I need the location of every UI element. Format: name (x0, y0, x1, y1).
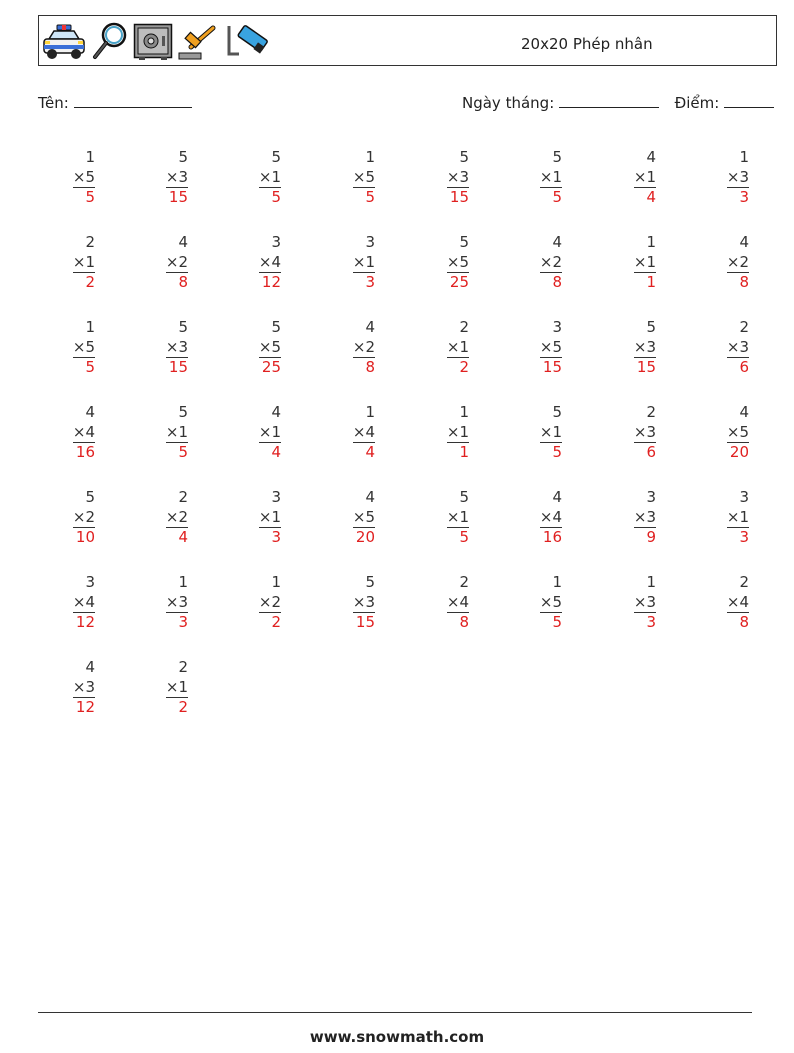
worksheet-title: 20x20 Phép nhân (521, 35, 653, 53)
answer: 4 (353, 442, 375, 463)
problem-26 (148, 403, 188, 462)
answer: 4 (166, 527, 188, 548)
multiplier: ×1 (258, 507, 281, 526)
multiplicand: 5 (552, 403, 562, 421)
problem-6 (522, 148, 562, 207)
problem-11 (241, 233, 281, 292)
answer: 5 (353, 187, 375, 208)
multiplier: ×3 (72, 677, 95, 696)
multiplier: ×3 (633, 592, 656, 611)
answer: 8 (353, 357, 375, 378)
multiplicand: 3 (365, 233, 375, 251)
answer: 5 (540, 442, 562, 463)
multiplicand: 1 (85, 148, 95, 166)
problem-45 (429, 573, 469, 632)
answer: 15 (166, 357, 188, 378)
multiplicand: 1 (178, 573, 188, 591)
problem-32 (709, 403, 749, 462)
problem-4 (335, 148, 375, 207)
problem-44 (335, 573, 375, 632)
header-icons (41, 20, 271, 64)
problem-29 (429, 403, 469, 462)
multiplier: ×2 (539, 252, 562, 271)
problem-34 (148, 488, 188, 547)
multiplicand: 5 (459, 488, 469, 506)
problem-41 (55, 573, 95, 632)
answer: 16 (540, 527, 562, 548)
score-blank[interactable] (724, 93, 774, 108)
multiplicand: 3 (646, 488, 656, 506)
multiplier: ×4 (352, 422, 375, 441)
multiplicand: 5 (178, 403, 188, 421)
multiplicand: 2 (739, 573, 749, 591)
problem-17 (55, 318, 95, 377)
answer: 2 (166, 697, 188, 718)
answer: 12 (73, 612, 95, 633)
answer: 4 (259, 442, 281, 463)
footer-url: www.snowmath.com (309, 1028, 485, 1046)
multiplier: ×3 (446, 167, 469, 186)
problem-49 (55, 658, 95, 717)
multiplier: ×1 (726, 507, 749, 526)
multiplier: ×4 (72, 422, 95, 441)
multiplier: ×1 (352, 252, 375, 271)
problem-9 (55, 233, 95, 292)
problem-31 (616, 403, 656, 462)
answer: 20 (353, 527, 375, 548)
multiplicand: 1 (459, 403, 469, 421)
multiplicand: 1 (365, 148, 375, 166)
multiplicand: 5 (365, 573, 375, 591)
multiplicand: 4 (85, 403, 95, 421)
answer: 8 (727, 612, 749, 633)
answer: 8 (166, 272, 188, 293)
answer: 25 (259, 357, 281, 378)
multiplicand: 4 (365, 318, 375, 336)
multiplicand: 2 (85, 233, 95, 251)
multiplier: ×3 (165, 167, 188, 186)
problem-35 (241, 488, 281, 547)
answer: 15 (634, 357, 656, 378)
problem-39 (616, 488, 656, 547)
answer: 3 (166, 612, 188, 633)
multiplier: ×2 (72, 507, 95, 526)
multiplier: ×4 (539, 507, 562, 526)
answer: 4 (634, 187, 656, 208)
answer: 6 (727, 357, 749, 378)
multiplicand: 5 (271, 148, 281, 166)
problem-20 (335, 318, 375, 377)
answer: 5 (73, 357, 95, 378)
multiplier: ×1 (258, 422, 281, 441)
answer: 5 (540, 612, 562, 633)
multiplier: ×5 (258, 337, 281, 356)
problem-48 (709, 573, 749, 632)
answer: 2 (73, 272, 95, 293)
multiplicand: 4 (646, 148, 656, 166)
problem-46 (522, 573, 562, 632)
multiplier: ×5 (539, 592, 562, 611)
multiplicand: 4 (271, 403, 281, 421)
multiplicand: 2 (646, 403, 656, 421)
problem-8 (709, 148, 749, 207)
problem-47 (616, 573, 656, 632)
answer: 15 (447, 187, 469, 208)
multiplier: ×1 (446, 422, 469, 441)
problem-24 (709, 318, 749, 377)
multiplicand: 5 (459, 148, 469, 166)
answer: 25 (447, 272, 469, 293)
multiplicand: 4 (739, 233, 749, 251)
multiplicand: 1 (552, 573, 562, 591)
problem-12 (335, 233, 375, 292)
multiplicand: 2 (178, 488, 188, 506)
answer: 8 (540, 272, 562, 293)
multiplier: ×3 (633, 507, 656, 526)
multiplier: ×1 (72, 252, 95, 271)
multiplier: ×3 (726, 337, 749, 356)
problem-38 (522, 488, 562, 547)
multiplier: ×3 (726, 167, 749, 186)
problem-5 (429, 148, 469, 207)
answer: 15 (166, 187, 188, 208)
problem-43 (241, 573, 281, 632)
multiplicand: 4 (552, 488, 562, 506)
multiplicand: 5 (178, 318, 188, 336)
security-camera-icon (225, 22, 271, 62)
multiplier: ×1 (165, 677, 188, 696)
answer: 5 (73, 187, 95, 208)
date-score-fields (462, 93, 774, 112)
problem-19 (241, 318, 281, 377)
footer-divider (38, 1012, 752, 1013)
problem-22 (522, 318, 562, 377)
multiplicand: 1 (85, 318, 95, 336)
multiplier: ×5 (539, 337, 562, 356)
multiplicand: 1 (365, 403, 375, 421)
multiplicand: 1 (271, 573, 281, 591)
problem-28 (335, 403, 375, 462)
problem-10 (148, 233, 188, 292)
multiplier: ×2 (726, 252, 749, 271)
header-box (38, 15, 777, 66)
multiplier: ×1 (633, 167, 656, 186)
answer: 10 (73, 527, 95, 548)
answer: 16 (73, 442, 95, 463)
name-label: Tên: (38, 94, 69, 112)
problem-1 (55, 148, 95, 207)
multiplicand: 4 (85, 658, 95, 676)
answer: 8 (727, 272, 749, 293)
problem-40 (709, 488, 749, 547)
multiplier: ×5 (352, 507, 375, 526)
problem-16 (709, 233, 749, 292)
answer: 15 (540, 357, 562, 378)
multiplicand: 5 (85, 488, 95, 506)
multiplicand: 5 (459, 233, 469, 251)
multiplier: ×5 (72, 167, 95, 186)
multiplicand: 2 (459, 573, 469, 591)
answer: 15 (353, 612, 375, 633)
multiplier: ×1 (539, 422, 562, 441)
name-field (38, 93, 192, 112)
score-label: Điểm: (674, 94, 720, 112)
multiplicand: 3 (739, 488, 749, 506)
multiplicand: 3 (271, 488, 281, 506)
problem-42 (148, 573, 188, 632)
multiplicand: 4 (178, 233, 188, 251)
multiplicand: 4 (365, 488, 375, 506)
multiplicand: 2 (739, 318, 749, 336)
multiplicand: 1 (646, 233, 656, 251)
problem-15 (616, 233, 656, 292)
multiplicand: 2 (178, 658, 188, 676)
multiplier: ×3 (165, 337, 188, 356)
multiplicand: 1 (739, 148, 749, 166)
multiplier: ×2 (258, 592, 281, 611)
multiplier: ×4 (72, 592, 95, 611)
answer: 5 (447, 527, 469, 548)
answer: 5 (540, 187, 562, 208)
answer: 3 (259, 527, 281, 548)
problem-14 (522, 233, 562, 292)
multiplier: ×5 (726, 422, 749, 441)
answer: 6 (634, 442, 656, 463)
answer: 2 (259, 612, 281, 633)
problem-27 (241, 403, 281, 462)
multiplier: ×3 (165, 592, 188, 611)
multiplier: ×1 (446, 337, 469, 356)
problem-33 (55, 488, 95, 547)
answer: 5 (259, 187, 281, 208)
answer: 12 (259, 272, 281, 293)
multiplicand: 5 (646, 318, 656, 336)
multiplier: ×1 (258, 167, 281, 186)
multiplier: ×1 (165, 422, 188, 441)
answer: 1 (447, 442, 469, 463)
answer: 3 (634, 612, 656, 633)
multiplier: ×2 (352, 337, 375, 356)
problem-13 (429, 233, 469, 292)
date-label: Ngày tháng: (462, 94, 555, 112)
multiplicand: 5 (271, 318, 281, 336)
problem-3 (241, 148, 281, 207)
multiplier: ×1 (633, 252, 656, 271)
gavel-icon (177, 23, 221, 61)
answer: 8 (447, 612, 469, 633)
multiplier: ×4 (446, 592, 469, 611)
problem-30 (522, 403, 562, 462)
multiplicand: 3 (85, 573, 95, 591)
problem-25 (55, 403, 95, 462)
problem-50 (148, 658, 188, 717)
multiplier: ×5 (446, 252, 469, 271)
multiplier: ×4 (258, 252, 281, 271)
problem-21 (429, 318, 469, 377)
multiplicand: 5 (552, 148, 562, 166)
answer: 20 (727, 442, 749, 463)
multiplicand: 4 (552, 233, 562, 251)
multiplicand: 3 (552, 318, 562, 336)
multiplier: ×2 (165, 507, 188, 526)
answer: 2 (447, 357, 469, 378)
problem-36 (335, 488, 375, 547)
problem-18 (148, 318, 188, 377)
problem-23 (616, 318, 656, 377)
multiplier: ×3 (352, 592, 375, 611)
multiplier: ×3 (633, 337, 656, 356)
problem-2 (148, 148, 188, 207)
multiplier: ×4 (726, 592, 749, 611)
multiplier: ×1 (539, 167, 562, 186)
multiplicand: 2 (459, 318, 469, 336)
multiplicand: 4 (739, 403, 749, 421)
name-blank[interactable] (74, 93, 192, 108)
police-car-icon (41, 22, 87, 62)
safe-icon (133, 23, 173, 61)
multiplier: ×5 (72, 337, 95, 356)
multiplicand: 5 (178, 148, 188, 166)
answer: 1 (634, 272, 656, 293)
problem-7 (616, 148, 656, 207)
answer: 3 (353, 272, 375, 293)
answer: 12 (73, 697, 95, 718)
multiplier: ×3 (633, 422, 656, 441)
answer: 3 (727, 527, 749, 548)
answer: 3 (727, 187, 749, 208)
problem-37 (429, 488, 469, 547)
magnifier-icon (91, 21, 129, 63)
multiplier: ×2 (165, 252, 188, 271)
multiplier: ×5 (352, 167, 375, 186)
multiplier: ×1 (446, 507, 469, 526)
multiplicand: 3 (271, 233, 281, 251)
date-blank[interactable] (559, 93, 659, 108)
answer: 5 (166, 442, 188, 463)
answer: 9 (634, 527, 656, 548)
multiplicand: 1 (646, 573, 656, 591)
